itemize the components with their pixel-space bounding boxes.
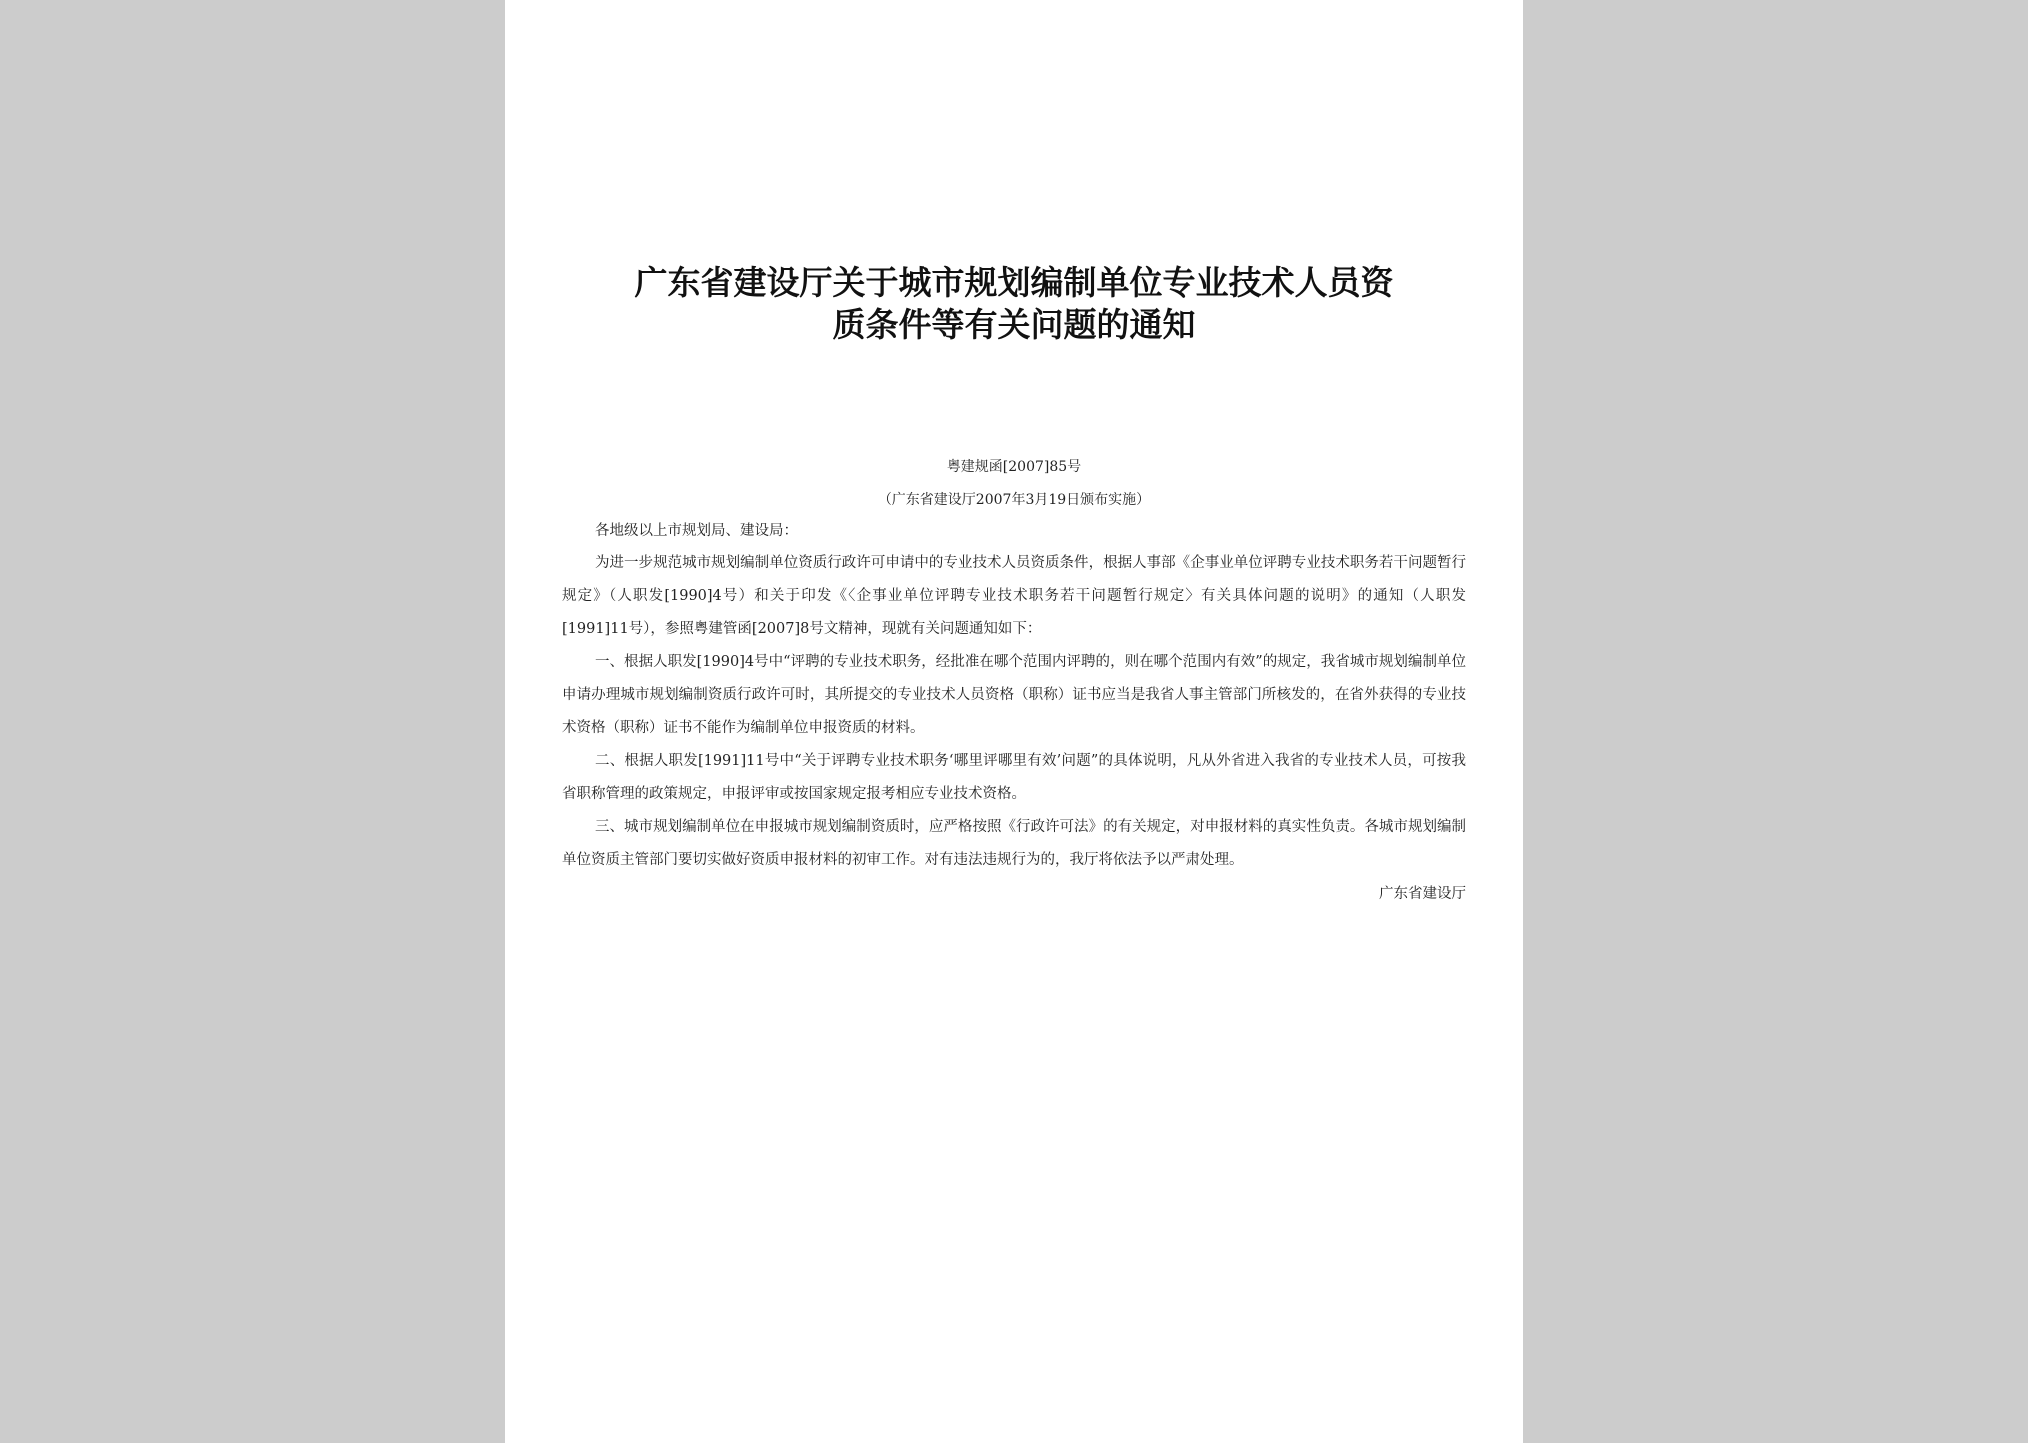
title-line-1: 广东省建设厅关于城市规划编制单位专业技术人员资 bbox=[634, 263, 1394, 302]
body-paragraph: 一、根据人职发[1990]4号中“评聘的专业技术职务，经批准在哪个范围内评聘的，则在哪个范围内有效”的规定，我省城市规划编制单位申请办理城市规划编制资质行政许可时，其所提交的专业技术人员资格（职称）证书应当是我省人事主管部门所核发的，在省外获得的专业技术资格（职称）证书不能作为编制单位申报资质的材料。 bbox=[562, 654, 1466, 736]
signature: 广东省建设厅 bbox=[1379, 886, 1466, 902]
body-paragraph: 二、根据人职发[1991]11号中“关于评聘专业技术职务‘哪里评哪里有效’问题”的具体说明，凡从外省进入我省的专业技术人员，可按我省职称管理的政策规定，申报评审或按国家规定报考相应专业技术资格。 bbox=[562, 753, 1466, 802]
salutation: 各地级以上市规划局、建设局： bbox=[595, 523, 798, 539]
body-paragraph-1-block bbox=[562, 547, 1466, 646]
document-title bbox=[600, 262, 1428, 346]
body-paragraph: 三、城市规划编制单位在申报城市规划编制资质时，应严格按照《行政许可法》的有关规定，对申报材料的真实性负责。各城市规划编制单位资质主管部门要切实做好资质申报材料的初审工作。对有违法违规行为的，我厅将依法予以严肃处理。 bbox=[562, 819, 1466, 868]
body-paragraph: 为进一步规范城市规划编制单位资质行政许可申请中的专业技术人员资质条件，根据人事部《企事业单位评聘专业技术职务若干问题暂行规定》（人职发[1990]4号）和关于印发《〈企事业单位评聘专业技术职务若干问题暂行规定〉有关具体问题的说明》的通知（人职发[1991]11号），参照粤建管函[2007]8号文精神，现就有关问题通知如下： bbox=[562, 555, 1466, 637]
document-number: 粤建规函[2007]85号 bbox=[946, 459, 1082, 475]
issued-note: （广东省建设厅2007年3月19日颁布实施） bbox=[877, 492, 1151, 508]
document-page bbox=[505, 0, 1523, 1443]
title-line-2: 质条件等有关问题的通知 bbox=[832, 305, 1196, 344]
body-paragraph-3-block bbox=[562, 745, 1466, 811]
body-paragraph-2-block bbox=[562, 646, 1466, 745]
body-paragraph-4-block bbox=[562, 811, 1466, 877]
